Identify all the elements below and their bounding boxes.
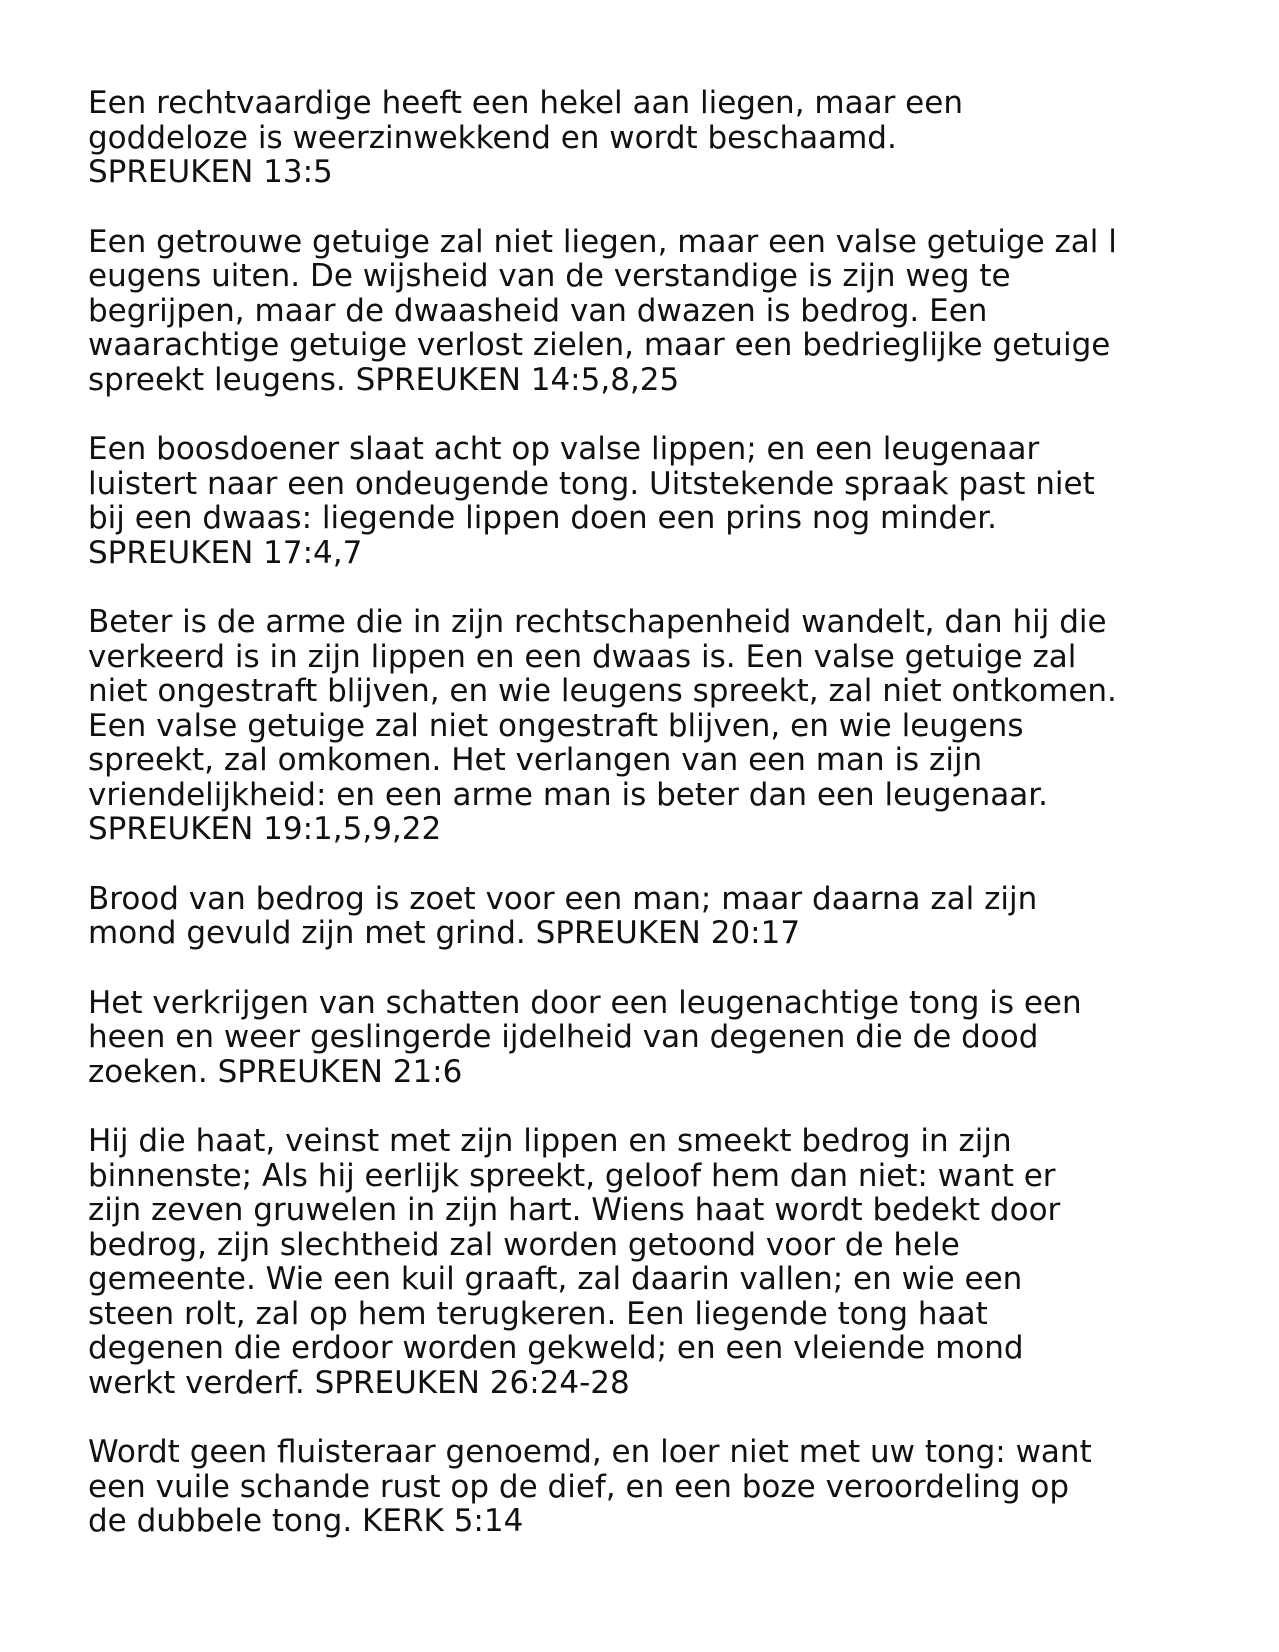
text-line: spreekt, zal omkomen. Het verlangen van een man is zijn [88, 742, 983, 778]
verse-paragraph-3 [88, 432, 1218, 570]
text-line: luistert naar een ondeugende tong. Uitstekende spraak past niet [88, 465, 1095, 502]
text-line: waarachtige getuige verlost zielen, maar een bedrieglijke getuige [88, 327, 1111, 363]
text-line: Brood van bedrog is zoet voor een man; maar daarna zal zijn [88, 880, 1038, 917]
text-line: eugens uiten. De wijsheid van de verstandige is zijn weg te [88, 258, 1011, 294]
text-line: Het verkrijgen van schatten door een leugenachtige tong is een [88, 984, 1082, 1021]
verse-paragraph-5 [88, 882, 1218, 951]
text-line: Hij die haat, veinst met zijn lippen en smeekt bedrog in zijn [88, 1123, 1012, 1159]
text-line: binnenste; Als hij eerlijk spreekt, geloof hem dan niet: want er [88, 1157, 1056, 1194]
text-line: SPREUKEN 19:1,5,9,22 [88, 811, 442, 847]
verse-paragraph-8 [88, 1435, 1218, 1539]
verse-paragraph-4 [88, 605, 1218, 847]
text-line: SPREUKEN 13:5 [88, 154, 333, 190]
text-line: begrijpen, maar de dwaasheid van dwazen is bedrog. Een [88, 292, 988, 329]
text-line: verkeerd is in zijn lippen en een dwaas is. Een valse getuige zal [88, 638, 1077, 675]
text-line: werkt verderf. SPREUKEN 26:24-28 [88, 1364, 630, 1401]
text-line: degenen die erdoor worden gekweld; en een vleiende mond [88, 1330, 1024, 1366]
text-line: mond gevuld zijn met grind. SPREUKEN 20:17 [88, 915, 801, 951]
verse-paragraph-1 [88, 86, 1218, 190]
text-line: steen rolt, zal op hem terugkeren. Een liegende tong haat [88, 1295, 988, 1332]
text-line: niet ongestraft blijven, en wie leugens spreekt, zal niet ontkomen. [88, 673, 1117, 709]
text-line: zoeken. SPREUKEN 21:6 [88, 1053, 463, 1090]
text-line: Een boosdoener slaat acht op valse lippen; en een leugenaar [88, 431, 1040, 467]
verse-paragraph-7 [88, 1124, 1218, 1400]
text-line: spreekt leugens. SPREUKEN 14:5,8,25 [88, 361, 680, 398]
verse-paragraph-2 [88, 225, 1218, 398]
text-line: heen en weer geslingerde ijdelheid van degenen die de dood [88, 1019, 1039, 1055]
text-line: SPREUKEN 17:4,7 [88, 534, 363, 571]
text-line: goddeloze is weerzinwekkend en wordt beschaamd. [88, 119, 897, 156]
text-line: Een valse getuige zal niet ongestraft blijven, en wie leugens [88, 707, 1024, 744]
text-line: Wordt geen fluisteraar genoemd, en loer niet met uw tong: want [88, 1434, 1092, 1470]
text-line: vriendelijkheid: en een arme man is beter dan een leugenaar. [88, 776, 1049, 813]
text-line: zijn zeven gruwelen in zijn hart. Wiens haat wordt bedekt door [88, 1192, 1061, 1228]
verse-paragraph-6 [88, 986, 1218, 1090]
text-line: een vuile schande rust op de dief, en een boze veroordeling op [88, 1468, 1069, 1505]
text-line: bij een dwaas: liegende lippen doen een prins nog minder. [88, 500, 997, 536]
document-page [88, 86, 1218, 1574]
text-line: Beter is de arme die in zijn rechtschapenheid wandelt, dan hij die [88, 604, 1107, 640]
text-line: gemeente. Wie een kuil graaft, zal daarin vallen; en wie een [88, 1261, 1023, 1297]
text-line: de dubbele tong. KERK 5:14 [88, 1503, 524, 1539]
text-line: Een rechtvaardige heeft een hekel aan liegen, maar een [88, 85, 963, 121]
text-line: bedrog, zijn slechtheid zal worden getoond voor de hele [88, 1226, 960, 1263]
text-line: Een getrouwe getuige zal niet liegen, maar een valse getuige zal l [88, 223, 1117, 260]
